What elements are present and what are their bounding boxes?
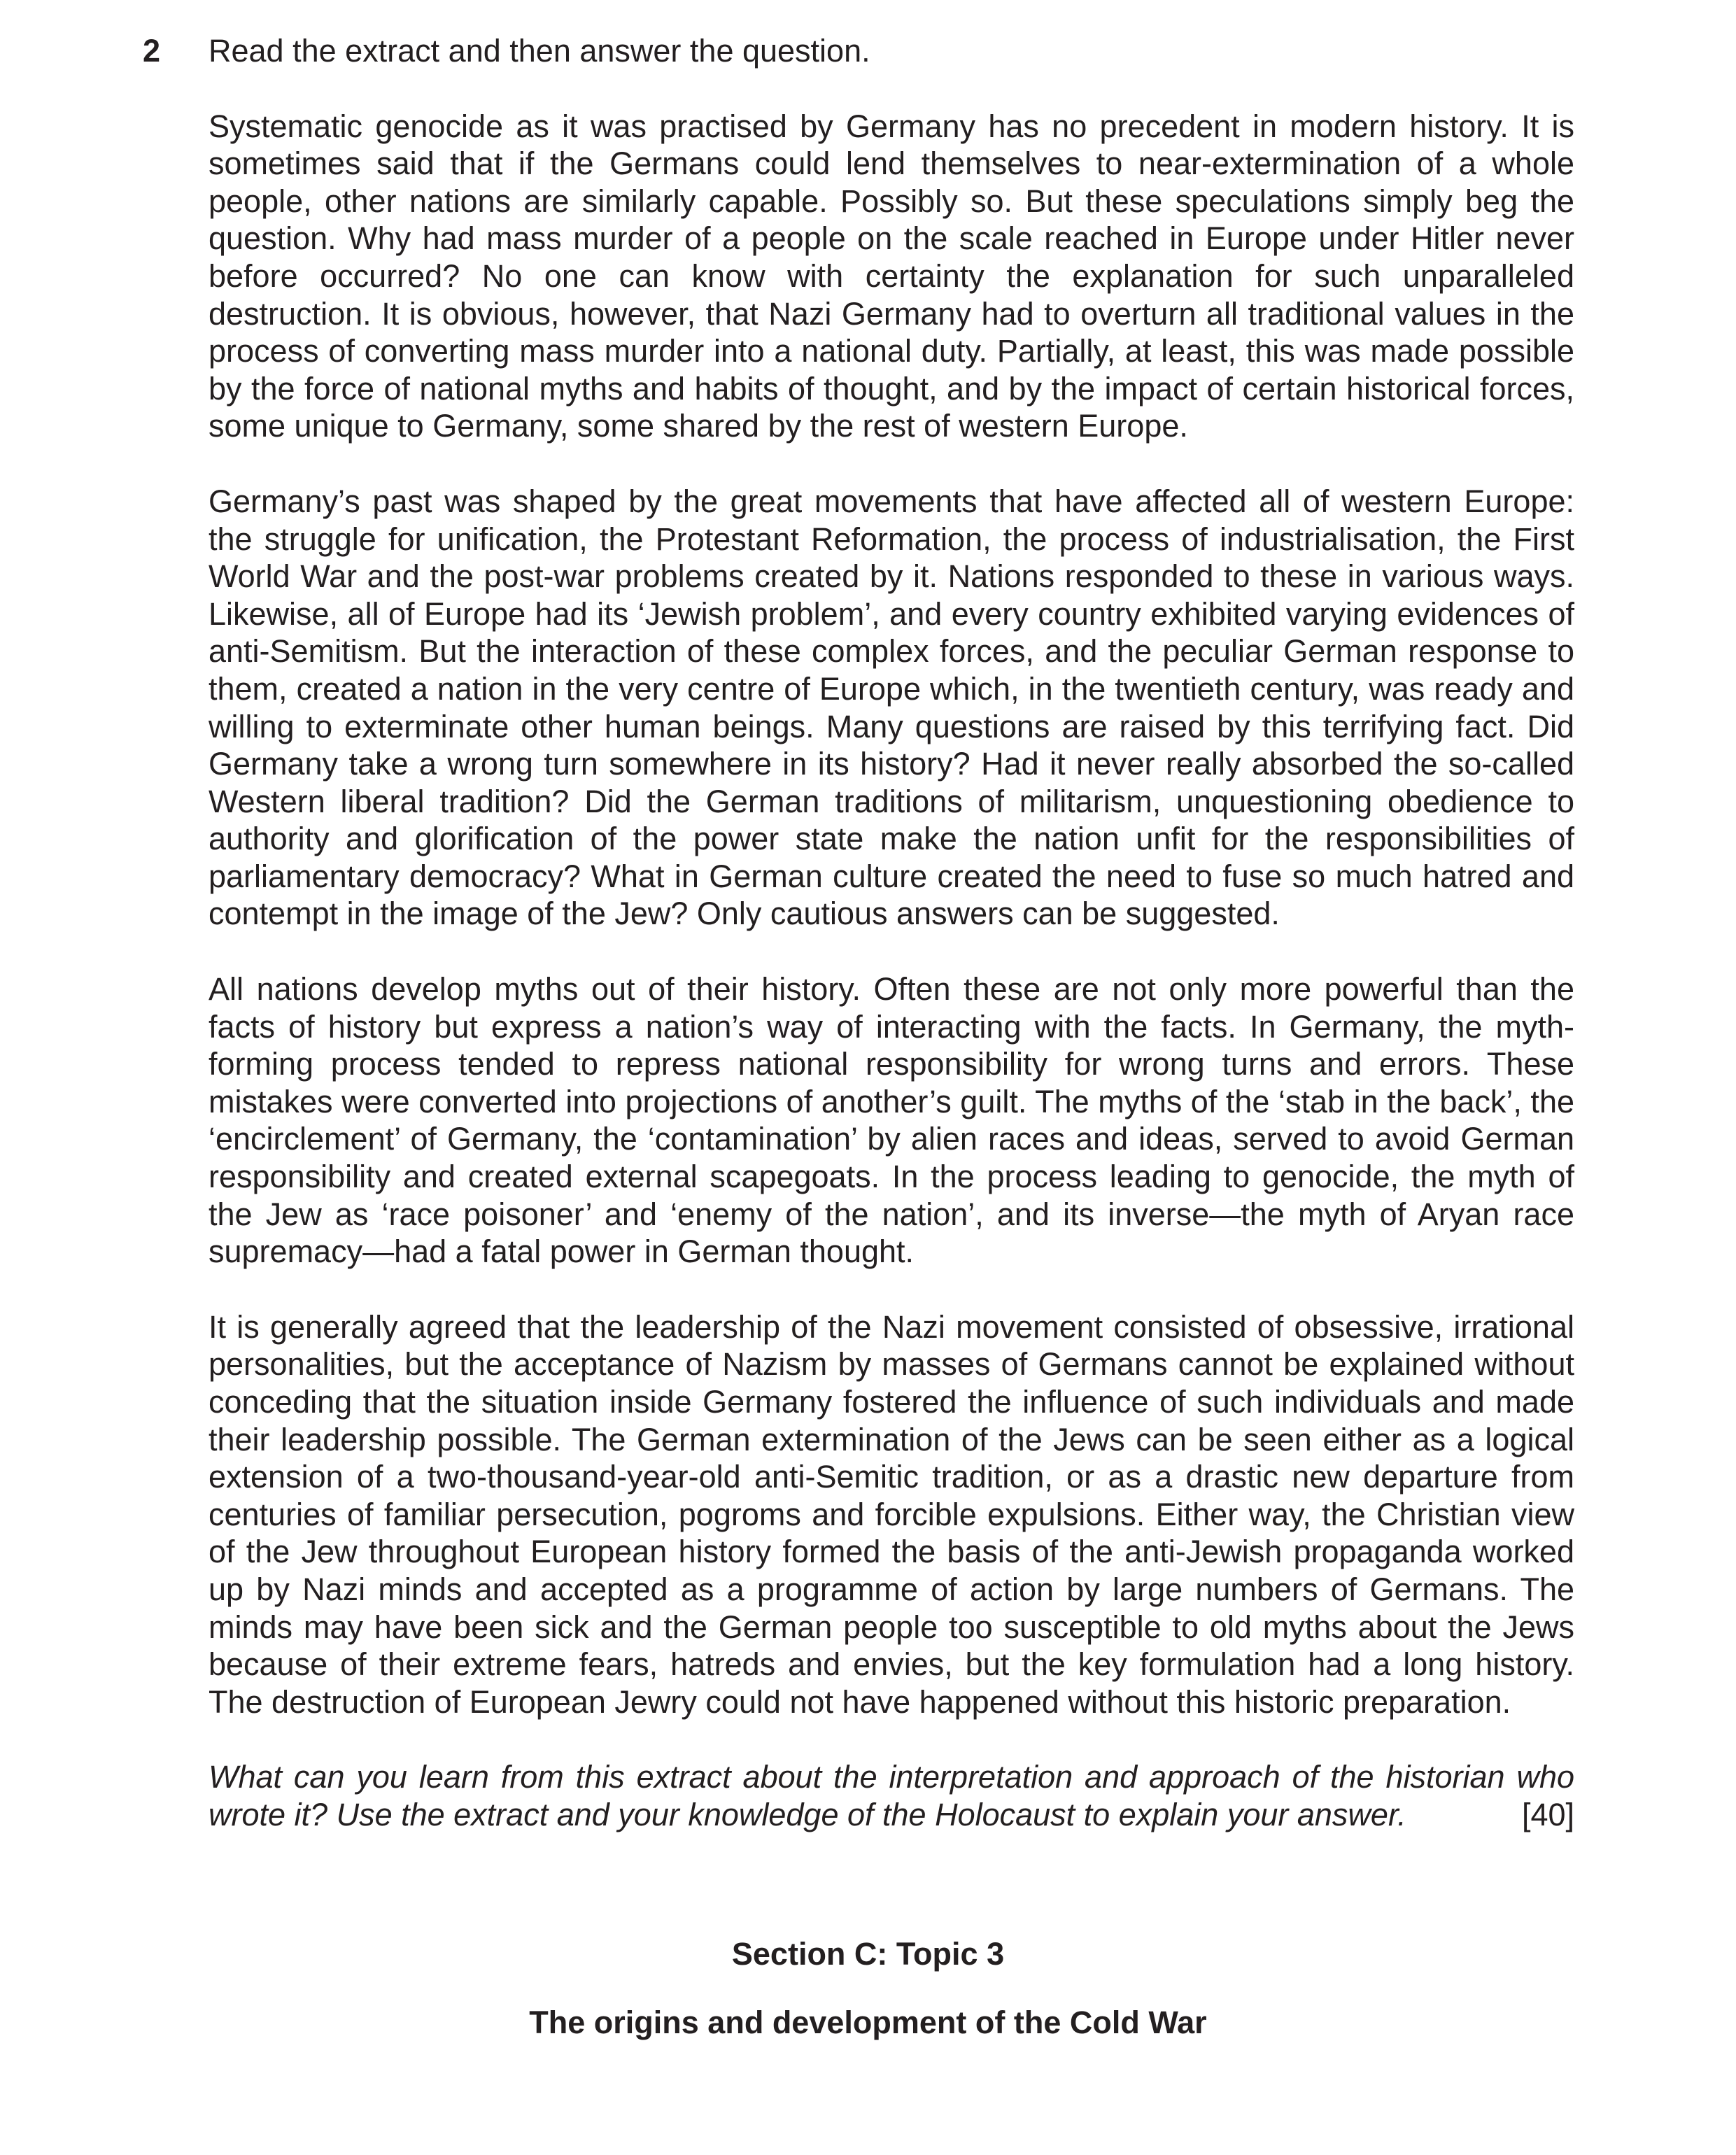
section-topic-title: The origins and development of the Cold War [529,2005,1207,2040]
question-body [209,32,1574,1834]
extract-paragraph-2: Germany’s past was shaped by the great movements that have affected all of western Europe: the struggle for unification, the Protestant Reformation, the process of industrialisation, the First World War and the post-war problems created by it. Nations responded to these in various ways. Likewise, all of Europe had its ‘Jewish problem’, and every country exhibited varying evidences of anti-Semitism. But the interaction of these complex forces, and the peculiar German response to them, created a nation in the very centre of Europe which, in the twentieth century, was ready and willing to exterminate other human beings. Many questions are raised by this terrifying fact. Did Germany take a wrong turn somewhere in its history? Had it never really absorbed the so-called Western liberal tradition? Did the German traditions of militarism, unquestioning obedience to authority and glorification of the power state make the nation unfit for the responsibilities of parliamentary democracy? What in German culture created the need to fuse so much hatred and contempt in the image of the Jew? Only cautious answers can be suggested. [209,483,1574,932]
extract-paragraph-3: All nations develop myths out of their history. Often these are not only more powerful than the facts of history but express a nation’s way of interacting with the facts. In Germany, the myth-forming process tended to repress national responsibility for wrong turns and errors. These mistakes were converted into projections of another’s guilt. The myths of the ‘stab in the back’, the ‘encirclement’ of Germany, the ‘contamination’ by alien races and ideas, served to avoid German responsibility and created external scapegoats. In the process leading to genocide, the myth of the Jew as ‘race poisoner’ and ‘enemy of the nation’, and its inverse—the myth of Aryan race supremacy—had a fatal power in German thought. [209,971,1574,1270]
extract-paragraph-4: It is generally agreed that the leadership of the Nazi movement consisted of obsessive, irrational personalities, but the acceptance of Nazism by masses of Germans cannot be explained without conceding that the situation inside Germany fostered the influence of such individuals and made their leadership possible. The German extermination of the Jews can be seen either as a logical extension of a two-thousand-year-old anti-Semitic tradition, or as a drastic new departure from centuries of familiar persecution, pogroms and forcible expulsions. Either way, the Christian view of the Jew throughout European history formed the basis of the anti-Jewish propaganda worked up by Nazi minds and accepted as a programme of action by large numbers of Germans. The minds may have been sick and the German people too susceptible to old myths about the Jews because of their extreme fears, hatreds and envies, but the key formulation had a long history. The destruction of European Jewry could not have happened without this historic preparation. [209,1308,1574,1720]
question-marks: [40] [1521,1796,1574,1832]
section-heading: Section C: Topic 3 [731,1936,1005,1972]
extract-paragraph-1: Systematic genocide as it was practised by Germany has no precedent in modern history. It is sometimes said that if the Germans could lend themselves to near-extermination of a whole people, other nations are similarly capable. Possibly so. But these speculations simply beg the question. Why had mass murder of a people on the scale reached in Europe under Hitler never before occurred? No one can know with certainty the explanation for such unparalleled destruction. It is obvious, however, that Nazi Germany had to overturn all traditional values in the process of converting mass murder into a national duty. Partially, at least, this was made possible by the force of national myths and habits of thought, and by the impact of certain historical forces, some unique to Germany, some shared by the rest of western Europe. [209,108,1574,444]
question-number: 2 [143,33,161,69]
question-prompt [209,1758,1574,1833]
question-instruction: Read the extract and then answer the question. [209,33,870,69]
question-prompt-text: What can you learn from this extract about the interpretation and approach of the historian who wrote it? Use the extract and your knowledge of the Holocaust to explain your answer. [209,1759,1574,1832]
